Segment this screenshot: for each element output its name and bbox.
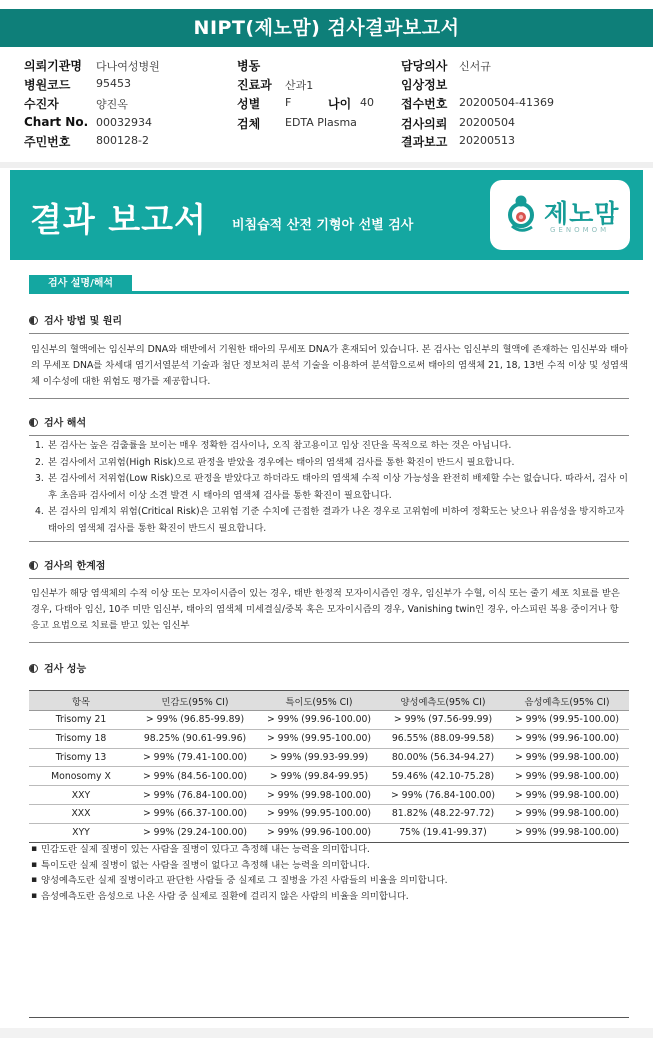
table-cell: 96.55% (88.09-99.58) (381, 729, 505, 748)
table-cell: Trisomy 18 (29, 729, 133, 748)
column-header: 음성예측도(95% CI) (505, 691, 629, 711)
banner-subtitle: 비침습적 산전 기형아 선별 검사 (232, 218, 414, 233)
table-row (29, 804, 629, 823)
table-cell: 81.82% (48.22-97.72) (381, 804, 505, 823)
limitations-text: 임신부가 해당 염색체의 수적 이상 또는 모자이시즘이 있는 경우, 태반 한정적 모자이시즘인 경우, 임신부가 수혈, 이식 또는 줄기 세포 치료를 받은 경우, 다태아 임신, 10주 미만 임신부, 태아의 염색체 미세결실/중복 혹은 모자이시즘의 경우, Vanishing twin인 경우, 아스피린 복용 중이거나 항 응고 요법으로 치료를 받고 있는 임신부 (31, 588, 620, 631)
half-circle-icon (29, 418, 38, 427)
divider (29, 541, 629, 542)
table-row (29, 748, 629, 767)
table-cell: > 99% (97.56-99.99) (381, 711, 505, 730)
table-cell: 75% (19.41-99.37) (381, 823, 505, 842)
table-cell: Trisomy 21 (29, 711, 133, 730)
table-cell: > 99% (99.96-100.00) (257, 823, 381, 842)
footer-band (0, 1028, 653, 1038)
patient-info: 의뢰기관명 다나여성병원 병원코드 95453 수진자 양진옥 Chart No. 00032934 주민번호 800128-2 병동 진료과 산과1 성별 F 나이 40 검체 EDTA Plasma 담당의사 신서규 임상정보 접수번호 20200504-41369 검사의뢰 20200504 결과보고 20200513 (24, 59, 554, 149)
table-row (29, 823, 629, 842)
table-cell: > 99% (76.84-100.00) (133, 786, 257, 805)
section-tab: 검사 설명/해석 (29, 275, 132, 292)
list-item: 2. 본 검사에서 고위험(High Risk)으로 판정을 받았을 경우에는 태아의 염색체 검사를 통한 확진이 반드시 필요합니다. (35, 456, 515, 468)
table-cell: > 99% (99.98-100.00) (505, 786, 629, 805)
table-row (29, 729, 629, 748)
table-cell: > 99% (99.84-99.95) (257, 767, 381, 786)
table-row (29, 767, 629, 786)
table-cell: > 99% (99.95-100.00) (257, 804, 381, 823)
limitations-heading: 검사의 한계점 (29, 557, 105, 573)
table-cell: > 99% (99.98-100.00) (505, 804, 629, 823)
genomom-logo-icon (504, 194, 538, 234)
logo-text: 제노맘 (544, 199, 620, 228)
note-item: ▪ 특이도란 실제 질병이 없는 사람을 질병이 없다고 측정해 내는 능력을 의미합니다. (31, 858, 629, 874)
table-cell: Trisomy 13 (29, 748, 133, 767)
list-item: 4. 본 검사의 임계치 위험(Critical Risk)은 고위험 기준 수치에 근접한 결과가 나온 경우로 고위험에 비하여 정확도는 낮으나 위음성을 방지하고자 태아의 염색체 검사를 통한 확진이 반드시 필요합니다. (35, 506, 625, 534)
method-text: 임신부의 혈액에는 임신부의 DNA와 태반에서 기원한 태아의 무세포 DNA가 혼재되어 있습니다. 본 검사는 임신부의 혈액에 존재하는 임신부와 태아의 무세포 DNA를 차세대 염기서열분석 기술과 첨단 정보처리 분석 기술을 이용하여 분석함으로써 태아의 염색체 21, 18, 13번 수적 이상 및 성염색체 이수성에 대한 위험도 평가를 제공합니다. (31, 344, 629, 387)
genomom-logo (490, 180, 630, 250)
table-cell: 98.25% (90.61-99.96) (133, 729, 257, 748)
table-cell: Monosomy X (29, 767, 133, 786)
performance-heading: 검사 성능 (29, 660, 86, 676)
table-cell: > 99% (99.98-100.00) (505, 823, 629, 842)
note-item: ▪ 음성예측도란 음성으로 나온 사람 중 실제로 질환에 걸리지 않은 사람의 비율을 의미합니다. (31, 889, 629, 905)
note-item: ▪ 양성예측도란 실제 질병이라고 판단한 사람들 중 실제로 그 질병을 가진 사람들의 비율을 의미합니다. (31, 873, 629, 889)
list-item: 3. 본 검사에서 저위험(Low Risk)으로 판정을 받았다고 하더라도 태아의 염색체 수적 이상 가능성을 완전히 배제할 수는 없습니다. 따라서, 검사 이후 초음파 검사에서 이상 소견 발견 시 태아의 염색체 검사를 통한 확진이 필요합니다. (35, 473, 628, 501)
table-cell: XXX (29, 804, 133, 823)
table-cell: > 99% (96.85-99.89) (133, 711, 257, 730)
table-header-row (29, 691, 629, 711)
result-banner (10, 170, 643, 260)
table-cell: XXY (29, 786, 133, 805)
divider (29, 642, 629, 643)
table-cell: > 99% (99.96-100.00) (257, 711, 381, 730)
half-circle-icon (29, 664, 38, 673)
table-cell: XYY (29, 823, 133, 842)
logo-subtext: GENOMOM (550, 226, 610, 234)
banner-title: 결과 보고서 (30, 200, 207, 239)
column-header: 항목 (29, 691, 133, 711)
section-divider (0, 162, 653, 168)
note-item: ▪ 민감도란 실제 질병이 있는 사람을 질병이 있다고 측정해 내는 능력을 의미합니다. (31, 842, 629, 858)
table-cell: > 99% (29.24-100.00) (133, 823, 257, 842)
table-cell: > 99% (79.41-100.00) (133, 748, 257, 767)
table-cell: 59.46% (42.10-75.28) (381, 767, 505, 786)
divider (29, 333, 629, 334)
divider (29, 435, 629, 436)
section-tab-rule (29, 291, 629, 294)
column-header: 민감도(95% CI) (133, 691, 257, 711)
performance-notes (31, 842, 629, 904)
half-circle-icon (29, 561, 38, 570)
table-cell: > 99% (99.98-100.00) (257, 786, 381, 805)
divider (29, 398, 629, 399)
divider (29, 578, 629, 579)
table-cell: > 99% (99.95-100.00) (505, 711, 629, 730)
table-cell: 80.00% (56.34-94.27) (381, 748, 505, 767)
half-circle-icon (29, 316, 38, 325)
table-cell: > 99% (84.56-100.00) (133, 767, 257, 786)
table-cell: > 99% (99.93-99.99) (257, 748, 381, 767)
interpretation-list (31, 438, 629, 537)
table-cell: > 99% (99.98-100.00) (505, 748, 629, 767)
table-row (29, 786, 629, 805)
column-header: 특이도(95% CI) (257, 691, 381, 711)
report-title: NIPT(제노맘) 검사결과보고서 (0, 9, 653, 47)
method-heading: 검사 방법 및 원리 (29, 312, 122, 328)
footer-rule (29, 1017, 629, 1018)
table-cell: > 99% (99.96-100.00) (505, 729, 629, 748)
table-cell: > 99% (76.84-100.00) (381, 786, 505, 805)
table-cell: > 99% (99.98-100.00) (505, 767, 629, 786)
performance-table (29, 690, 629, 843)
table-row (29, 711, 629, 730)
table-cell: > 99% (99.95-100.00) (257, 729, 381, 748)
column-header: 양성예측도(95% CI) (381, 691, 505, 711)
table-cell: > 99% (66.37-100.00) (133, 804, 257, 823)
interpretation-heading: 검사 해석 (29, 414, 86, 430)
list-item: 1. 본 검사는 높은 검출률을 보이는 매우 정확한 검사이나, 오직 참고용이고 임상 진단을 목적으로 하는 것은 아닙니다. (35, 440, 512, 451)
